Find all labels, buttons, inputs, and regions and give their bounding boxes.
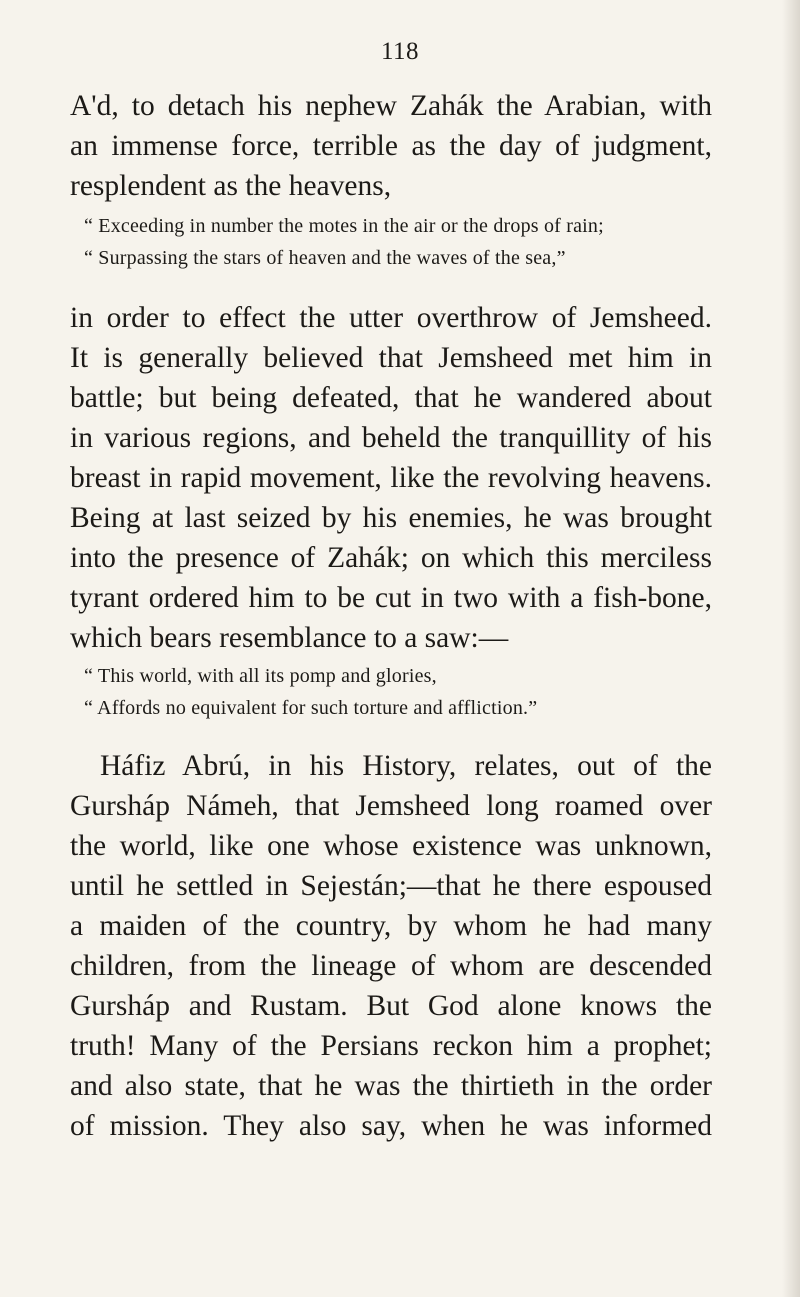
text-line: truth! Many of the Persians reckon him a prophet; [70,1030,712,1062]
text-line: battle; but being defeated, that he wandered about [70,382,712,414]
verse-line: “ Affords no equivalent for such torture and affliction.” [84,697,538,719]
text-line: the world, like one whose existence was unknown, [70,830,712,862]
page-number: 118 [380,38,420,65]
text-line: Being at last seized by his enemies, he was brought [70,502,712,534]
paragraph-hafiz-abru [70,746,712,1146]
verse-line: “ Surpassing the stars of heaven and the waves of the sea,” [84,247,566,269]
paragraph-jemsheed-battle [70,298,712,658]
text-line: Háfiz Abrú, in his History, relates, out of the [100,750,712,782]
verse-line: “ Exceeding in number the motes in the air or the drops of rain; [84,215,604,237]
text-line: tyrant ordered him to be cut in two with a fish-bone, [70,582,712,614]
text-line: which bears resemblance to a saw:— [70,622,509,654]
paragraph-opening [70,86,712,206]
text-line: until he settled in Sejestán;—that he there espoused [70,870,712,902]
text-line: a maiden of the country, by whom he had many [70,910,712,942]
text-line: into the presence of Zahák; on which this merciless [70,542,712,574]
verse-quote-2 [70,660,712,724]
text-line: in various regions, and beheld the tranquillity of his [70,422,712,454]
verse-quote-1 [70,210,712,274]
text-line: It is generally believed that Jemsheed met him in [70,342,712,374]
text-line: children, from the lineage of whom are descended [70,950,712,982]
verse-line: “ This world, with all its pomp and glories, [84,665,437,687]
text-line: in order to effect the utter overthrow of Jemsheed. [70,302,712,334]
text-line: resplendent as the heavens, [70,170,392,202]
text-line: breast in rapid movement, like the revolving heavens. [70,462,712,494]
text-line: of mission. They also say, when he was informed [70,1110,712,1142]
text-line: Gursháp Námeh, that Jemsheed long roamed over [70,790,712,822]
text-line: Gursháp and Rustam. But God alone knows the [70,990,712,1022]
text-line: and also state, that he was the thirtieth in the order [70,1070,712,1102]
page-edge-shadow [782,0,800,1297]
text-line: A'd, to detach his nephew Zahák the Arabian, with [70,90,712,122]
text-line: an immense force, terrible as the day of judgment, [70,130,712,162]
